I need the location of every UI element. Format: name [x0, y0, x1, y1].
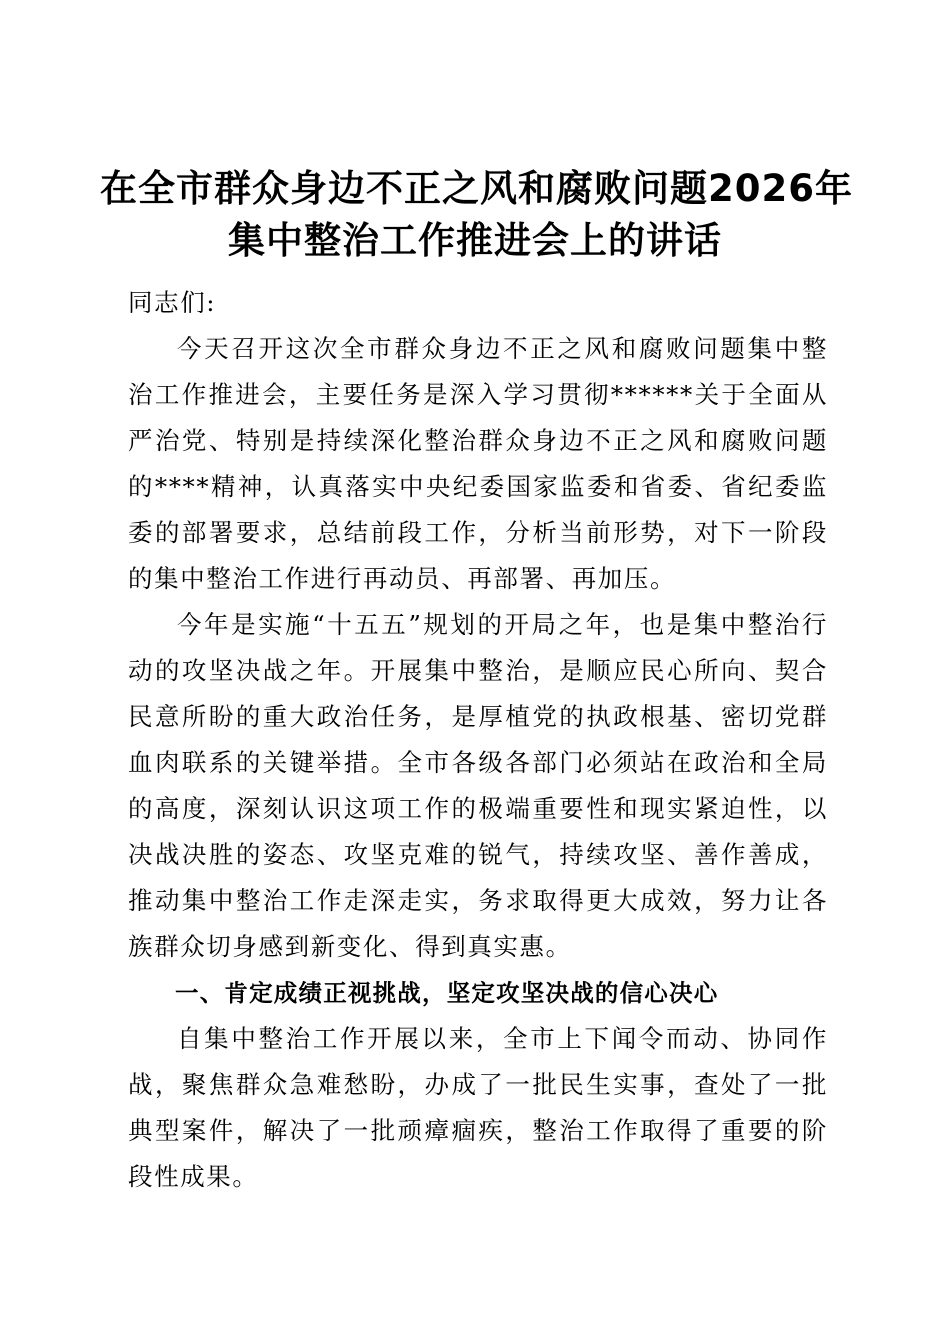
- paragraph-2: 今年是实施“十五五”规划的开局之年，也是集中整治行动的攻坚决战之年。开展集中整治，是顺应民心所向、契合民意所盼的重大政治任务，是厚植党的执政根基、密切党群血肉联系的关键举措。全市各级各部门必须站在政治和全局的高度，深刻认识这项工作的极端重要性和现实紧迫性，以决战决胜的姿态、攻坚克难的锐气，持续攻坚、善作善成，推动集中整治工作走深走实，务求取得更大成效，努力让各族群众切身感到新变化、得到真实惠。: [128, 610, 828, 961]
- paragraph-1: 今天召开这次全市群众身边不正之风和腐败问题集中整治工作推进会，主要任务是深入学习贯彻******关于全面从严治党、特别是持续深化整治群众身边不正之风和腐败问题的****精神，认真落实中央纪委国家监委和省委、省纪委监委的部署要求，总结前段工作，分析当前形势，对下一阶段的集中整治工作进行再动员、再部署、再加压。: [128, 334, 828, 593]
- section-paragraph-1: 自集中整治工作开展以来，全市上下闻令而动、协同作战，聚焦群众急难愁盼，办成了一批民生实事，查处了一批典型案件，解决了一批顽瘴痼疾，整治工作取得了重要的阶段性成果。: [128, 1024, 828, 1191]
- section-heading-1: 一、肯定成绩正视挑战，坚定攻坚决战的信心决心: [175, 979, 719, 1007]
- document-title-line-2: 集中整治工作推进会上的讲话: [228, 219, 722, 262]
- document-body: [128, 280, 828, 1200]
- salutation: 同志们:: [128, 288, 217, 317]
- document-title-line-1: 在全市群众身边不正之风和腐败问题2026年: [100, 167, 853, 210]
